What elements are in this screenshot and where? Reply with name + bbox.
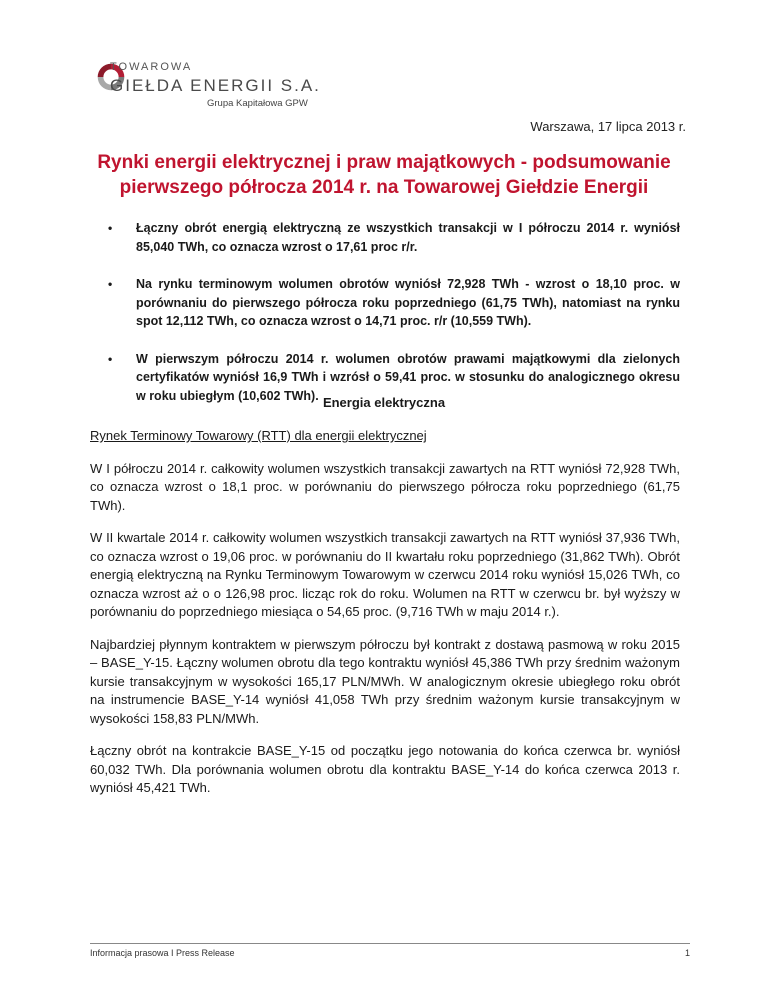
bullet-icon: •	[108, 277, 113, 291]
highlight-item	[108, 275, 680, 331]
paragraph: Najbardziej płynnym kontraktem w pierwszym półroczu był kontrakt z dostawą pasmową w roku 2015 – BASE_Y-15. Łączny wolumen obrotu dla tego kontraktu wyniósł 45,386 TWh przy średnim ważonym kursie transakcyjnym w wysokości 165,17 PLN/MWh. W analogicznym okresie ubiegłego roku obrót na instrumencie BASE_Y-14 wyniósł 41,058 TWh przy średnim ważonym kursie transakcyjnym w wysokości 158,83 PLN/MWh.	[90, 636, 680, 726]
document-title: Rynki energii elektrycznej i praw majątkowych - podsumowanie pierwszego półrocza 2014 r. na Towarowej Giełdzie Energii	[97, 152, 671, 198]
paragraph: Łączny obrót na kontrakcie BASE_Y-15 od początku jego notowania do końca czerwca br. wyniósł 60,032 TWh. Dla porównania wolumen obrotu dla kontraktu BASE_Y-14 do końca czerwca 2013 r. wyniósł 45,421 TWh.	[90, 743, 680, 795]
logo-line2: GIEŁDA ENERGII S.A.	[110, 76, 321, 95]
highlight-text: W pierwszym półroczu 2014 r. wolumen obrotów prawami majątkowymi dla zielonych certyfikatów wyniósł 16,9 TWh i wzrósł o 59,41 proc. w stosunku do analogicznego okresu w roku ubiegłym (10,602 TWh).	[136, 351, 680, 403]
paragraph: W II kwartale 2014 r. całkowity wolumen wszystkich transakcji zawartych na RTT wyniósł 37,936 TWh, co oznacza wzrost o 19,06 proc. w porównaniu do II kwartału roku poprzedniego (31,862 TWh). Obrót energią elektryczną na Rynku Terminowym Towarowym w czerwcu 2014 roku wyniósł 15,026 TWh, co oznacza wzrost aż o o 126,98 proc. licząc rok do roku. Wolumen na RTT w czerwcu br. był wyższy w porównaniu do poprzedniego miesiąca o 54,65 proc. (9,716 TWh w maju 2014 r.).	[90, 530, 680, 619]
paragraph: W I półroczu 2014 r. całkowity wolumen wszystkich transakcji zawartych na RTT wyniósł 72,928 TWh, co oznacza wzrost o 18,1 proc. w porównaniu do pierwszego półrocza roku poprzedniego (61,75 TWh).	[90, 460, 680, 513]
highlight-text: Łączny obrót energią elektryczną ze wszystkich transakcji w I półroczu 2014 r. wyniósł 85,040 TWh, co oznacza wzrost o 17,61 proc r/r.	[136, 221, 680, 254]
document-body	[90, 427, 680, 812]
document-date: Warszawa, 17 lipca 2013 r.	[530, 119, 686, 134]
footer-divider	[90, 943, 690, 944]
logo-line1: TOWAROWA	[110, 61, 193, 73]
page-number: 1	[684, 948, 690, 958]
highlights-list	[108, 219, 680, 424]
bullet-icon: •	[108, 351, 113, 366]
highlight-item	[108, 219, 680, 256]
subsection-heading: Rynek Terminowy Towarowy (RTT) dla energii elektrycznej	[90, 428, 427, 443]
bullet-icon: •	[108, 221, 113, 235]
logo-subtitle: Grupa Kapitałowa GPW	[207, 98, 308, 109]
highlight-text: Na rynku terminowym wolumen obrotów wyniósł 72,928 TWh - wzrost o 18,10 proc. w porównaniu do pierwszego półrocza roku poprzedniego (61,75 TWh), natomiast na rynku spot 12,112 TWh, co oznacza wzrost o 14,71 proc. r/r (10,559 TWh).	[136, 277, 680, 328]
section-title: Energia elektryczna	[322, 395, 446, 410]
footer-label: Informacja prasowa I Press Release	[90, 948, 235, 958]
